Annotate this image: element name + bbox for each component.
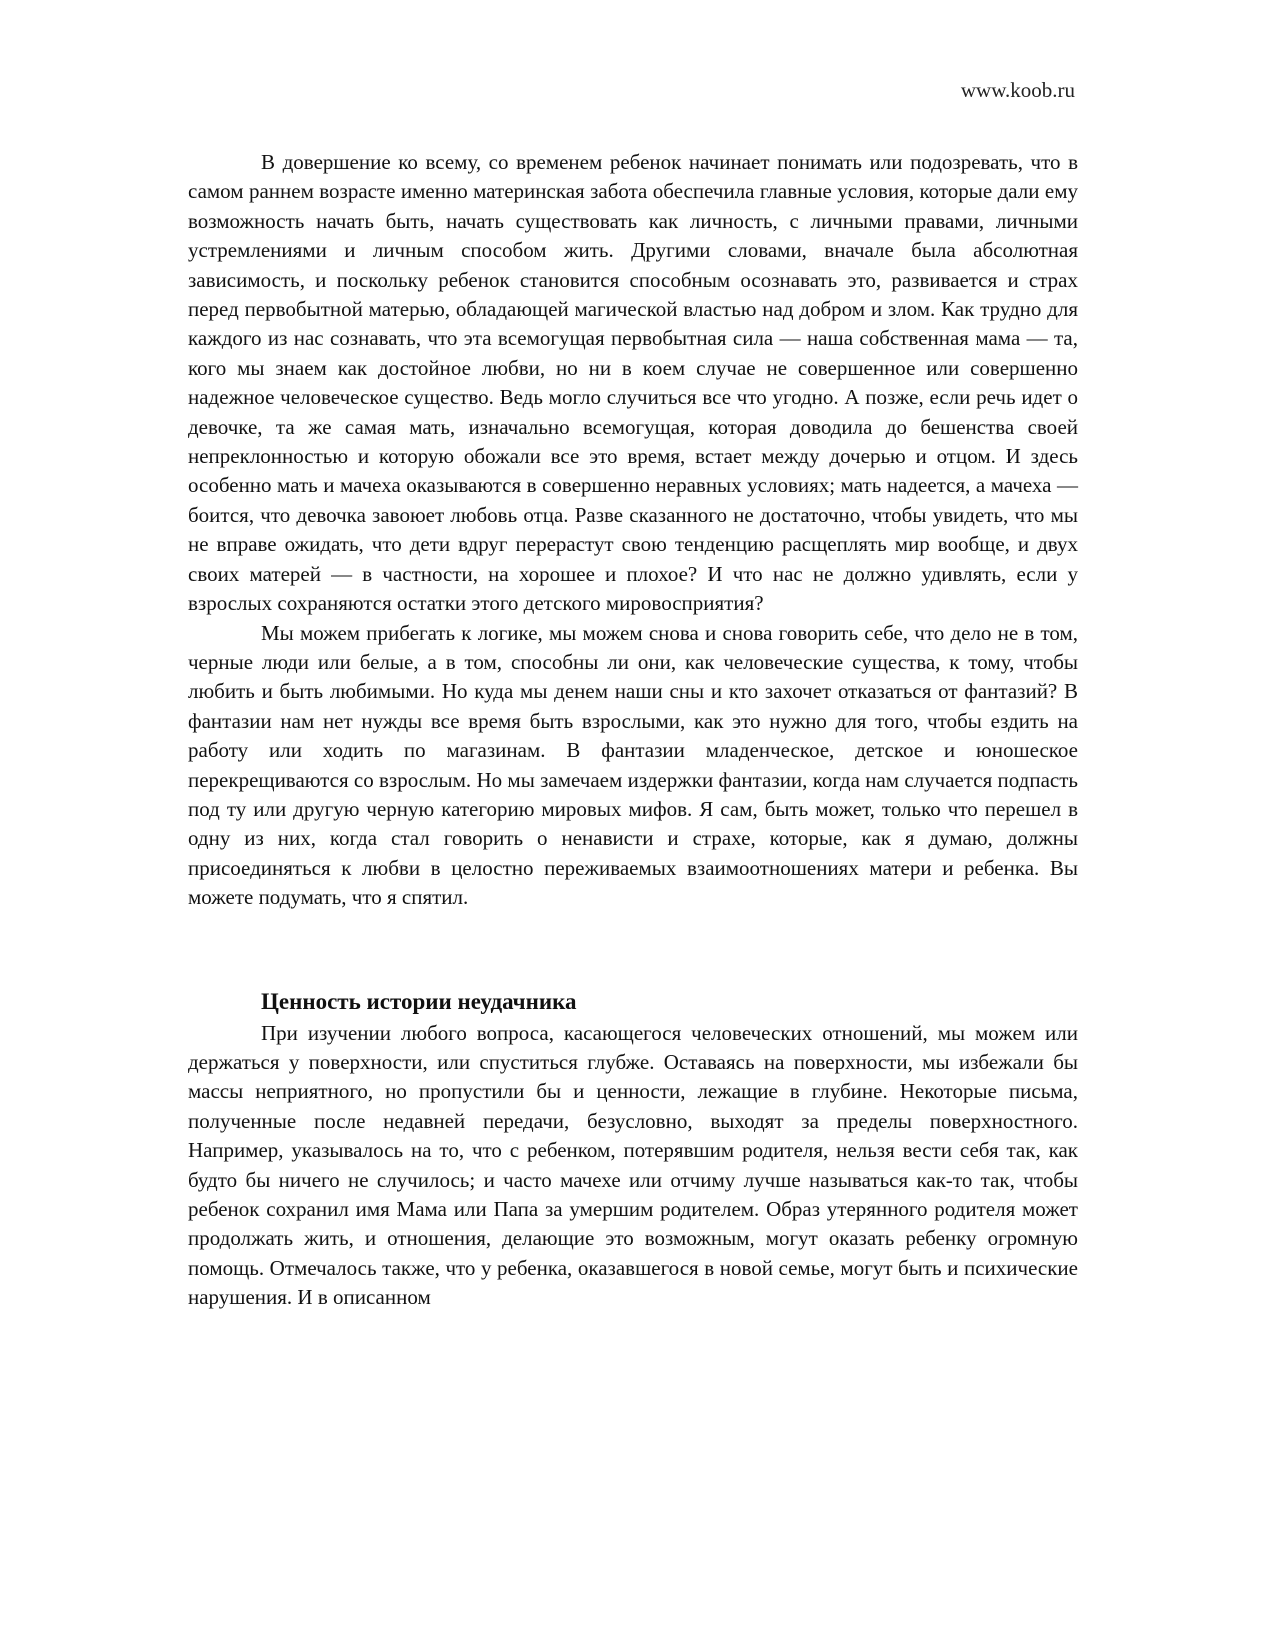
header-url: www.koob.ru xyxy=(960,78,1075,102)
section-spacer xyxy=(188,913,1078,985)
document-body xyxy=(188,148,1078,1313)
body-paragraph: Мы можем прибегать к логике, мы можем снова и снова говорить себе, что дело не в том, черные люди или белые, а в том, способны ли они, как человеческие существа, к тому, чтобы любить и быть любимыми. Но куда мы денем наши сны и кто захочет отказаться от фантазий? В фантазии нам нет нужды все время быть взрослыми, как это нужно для того, чтобы ездить на работу или ходить по магазинам. В фантазии младенческое, детское и юношеское перекрещиваются со взрослым. Но мы замечаем издержки фантазии, когда нам случается подпасть под ту или другую черную категорию мировых мифов. Я сам, быть может, только что перешел в одну из них, когда стал говорить о ненависти и страхе, которые, как я думаю, должны присоединяться к любви в целостно переживаемых взаимоотношениях матери и ребенка. Вы можете подумать, что я спятил. xyxy=(188,620,1078,910)
body-paragraph: В довершение ко всему, со временем ребенок начинает понимать или подозревать, что в самом раннем возрасте именно материнская забота обеспечила главные условия, которые дали ему возможность начать быть, начать существовать как личность, с личными правами, личными устремлениями и личным способом жить. Другими словами, вначале была абсолютная зависимость, и поскольку ребенок становится способным осознавать это, развивается и страх перед первобытной матерью, обладающей магической властью над добром и злом. Как трудно для каждого из нас сознавать, что эта всемогущая первобытная сила — наша собственная мама — та, кого мы знаем как достойное любви, но ни в коем случае не совершенное или совершенно надежное человеческое существо. Ведь могло случиться все что угодно. А позже, если речь идет о девочке, та же самая мать, изначально всемогущая, которая доводила до бешенства своей непреклонностью и которую обожали все это время, встает между дочерью и отцом. И здесь особенно мать и мачеха оказываются в совершенно неравных условиях; мать надеется, а мачеха — боится, что девочка завоюет любовь отца. Разве сказанного не достаточно, чтобы увидеть, что мы не вправе ожидать, что дети вдруг перерастут свою тенденцию расщеплять мир вообще, и двух своих матерей — в частности, на хорошее и плохое? И что нас не должно удивлять, если у взрослых сохраняются остатки этого детского мировосприятия? xyxy=(188,150,1078,616)
section-heading: Ценность истории неудачника xyxy=(261,988,577,1014)
section-paragraph: При изучении любого вопроса, касающегося человеческих отношений, мы можем или держаться у поверхности, или спуститься глубже. Оставаясь на поверхности, мы избежали бы массы неприятного, но пропустили бы и ценности, лежащие в глубине. Некоторые письма, полученные после недавней передачи, безусловно, выходят за пределы поверхностного. Например, указывалось на то, что с ребенком, потерявшим родителя, нельзя вести себя так, как будто бы ничего не случилось; и часто мачехе или отчиму лучше называться как-то так, чтобы ребенок сохранил имя Мама или Папа за умершим родителем. Образ утерянного родителя может продолжать жить, и отношения, делающие это возможным, могут оказать ребенку огромную помощь. Отмечалось также, что у ребенка, оказавшегося в новой семье, могут быть и психические нарушения. И в описанном xyxy=(188,1020,1078,1310)
